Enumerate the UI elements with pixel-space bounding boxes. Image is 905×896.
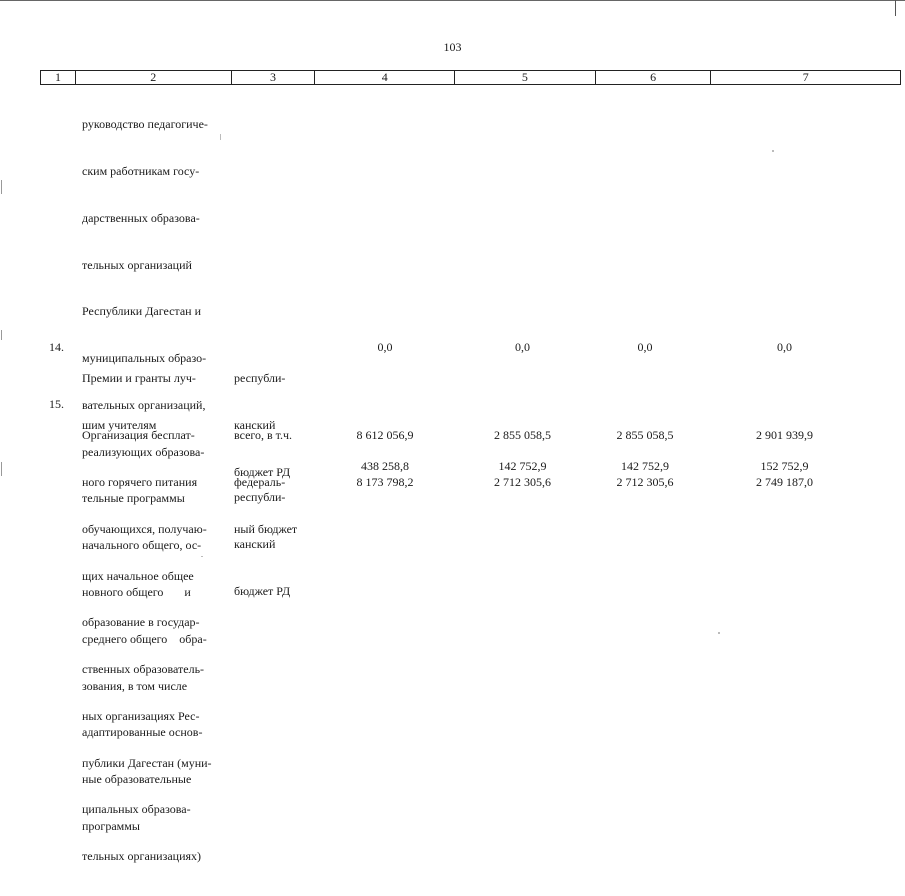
text-line: бюджет РД [234, 464, 291, 479]
text-line: бюджет РД [234, 583, 291, 598]
header-col-1: 1 [41, 71, 76, 84]
text-line: тельных организаций [82, 257, 192, 272]
scan-edge-mark [1, 180, 2, 194]
text-line: шим учителям [82, 417, 157, 432]
text-line: вательных организаций, [82, 397, 206, 412]
scan-top-edge [0, 0, 905, 1]
header-col-5: 5 [455, 71, 596, 84]
row-14-col-5: 0,0 [515, 340, 530, 354]
text-line: муниципальных образо- [82, 351, 207, 366]
text-line: федераль- [234, 474, 286, 489]
text-line: республи- [234, 371, 286, 386]
text-line: руководство педагогиче- [82, 117, 208, 132]
row-15-col-6-regional: 142 752,9 [621, 459, 669, 473]
text-line: публики Дагестан (муни- [82, 755, 212, 770]
text-line: ного горячего питания [82, 474, 198, 489]
scan-edge-mark [1, 330, 2, 340]
value-line: 2 901 939,9 [756, 428, 813, 443]
value-line: 8 173 798,2 [356, 474, 414, 489]
text-line: тельные программы [82, 491, 185, 506]
text-line: обучающихся, получаю- [82, 521, 207, 536]
row-15-number: 15. [49, 397, 64, 411]
text-line: канский [234, 417, 276, 432]
scan-edge-mark [1, 462, 2, 476]
text-line: зования, в том числе [82, 678, 188, 693]
text-line: щих начальное общее [82, 568, 194, 583]
row-14-col-7: 0,0 [777, 340, 792, 354]
value-line: 2 712 305,6 [494, 474, 551, 489]
row-15-source-regional [234, 459, 290, 631]
text-line: новного общего и [82, 585, 191, 599]
text-line: образование в государ- [82, 615, 200, 630]
value-line: 8 612 056,9 [356, 428, 414, 443]
value-line: 2 855 058,5 [494, 428, 551, 443]
text-line: ные образовательные [82, 772, 192, 787]
row-15-col-7-regional: 152 752,9 [760, 459, 809, 473]
text-line: среднего общего обра- [82, 631, 207, 646]
text-line: программы [82, 818, 140, 833]
text-line: ный бюджет [234, 521, 298, 536]
scan-speck [718, 632, 720, 634]
text-line: ским работникам госу- [82, 163, 200, 178]
text-line: Организация бесплат- [82, 428, 195, 443]
page-number: 103 [443, 40, 462, 54]
scan-speck [772, 150, 774, 152]
text-line: Премии и гранты луч- [82, 371, 196, 386]
row-15-description [82, 397, 212, 896]
value-line: 2 855 058,5 [616, 428, 674, 443]
row-15-col-5-regional: 142 752,9 [498, 459, 547, 473]
row-14-col-4: 0,0 [377, 340, 393, 354]
header-col-3: 3 [232, 71, 316, 84]
text-line: начального общего, ос- [82, 538, 202, 553]
text-line: всего, в т.ч. [234, 428, 293, 443]
text-line: адаптированные основ- [82, 725, 203, 740]
text-line: республи- [234, 490, 286, 505]
row-15-col-4-regional: 438 258,8 [361, 459, 409, 473]
value-line: 2 712 305,6 [616, 474, 674, 489]
header-col-6: 6 [596, 71, 712, 84]
header-col-7: 7 [802, 70, 809, 84]
text-line: ных организациях Рес- [82, 708, 200, 723]
header-col-4: 4 [315, 71, 455, 84]
table-header-row [40, 70, 901, 85]
text-line: реализующих образова- [82, 444, 205, 459]
header-col-2: 2 [76, 71, 232, 84]
text-line: Республики Дагестан и [82, 304, 201, 319]
value-line: 2 749 187,0 [756, 474, 813, 489]
text-line: канский [234, 536, 276, 551]
text-line: ципальных образова- [82, 802, 191, 817]
scan-speck [220, 134, 221, 140]
row-14-col-6: 0,0 [637, 340, 653, 354]
row-14-number: 14. [49, 340, 64, 354]
scan-speck [201, 556, 203, 557]
text-line: тельных организациях) [82, 849, 202, 864]
text-line: дарственных образова- [82, 210, 200, 225]
text-line: ственных образователь- [82, 662, 205, 677]
scan-corner-mark [895, 0, 896, 16]
